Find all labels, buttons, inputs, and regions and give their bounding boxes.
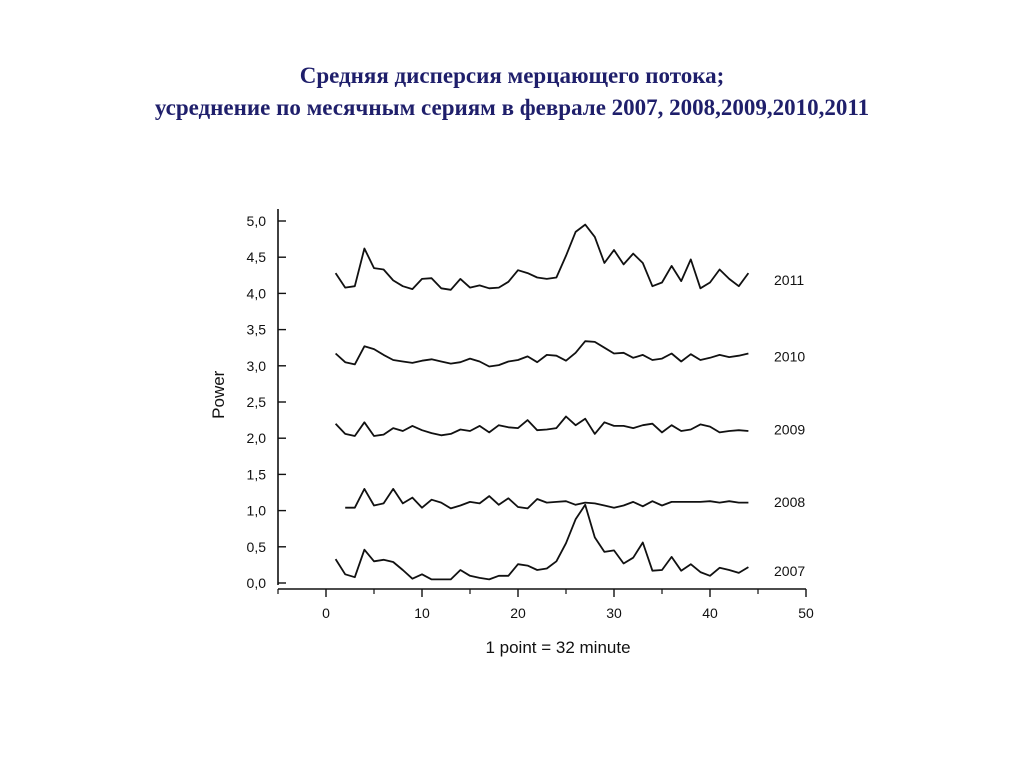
x-tick-label: 30 xyxy=(606,605,622,621)
y-tick-label: 2,5 xyxy=(246,394,266,410)
y-tick-label: 1,0 xyxy=(246,502,266,519)
y-tick-label: 2,0 xyxy=(246,430,266,447)
y-tick-label: 5,0 xyxy=(246,213,266,229)
y-tick-label: 0,5 xyxy=(246,538,266,555)
x-tick-label: 20 xyxy=(510,605,526,621)
y-axis-label: Power xyxy=(209,370,228,419)
series-label-2007: 2007 xyxy=(774,562,806,579)
title-line-2: усреднение по месячным сериям в феврале 2007, 2008,2009,2010,2011 xyxy=(154,95,870,120)
series-label-2009: 2009 xyxy=(774,421,806,438)
x-tick-label: 40 xyxy=(702,605,718,621)
y-tick-label: 4,5 xyxy=(246,249,266,266)
title-line-1: Средняя дисперсия мерцающего потока; xyxy=(299,63,725,88)
series-line-2007 xyxy=(336,505,749,580)
chart-series xyxy=(336,225,806,580)
series-label-2011: 2011 xyxy=(774,271,805,288)
y-tick-label: 4,0 xyxy=(246,285,266,302)
x-tick-label: 10 xyxy=(414,605,430,621)
y-tick-label: 3,5 xyxy=(246,321,266,338)
y-tick-label: 1,5 xyxy=(246,466,266,483)
series-label-2008: 2008 xyxy=(774,494,806,511)
y-tick-label: 3,0 xyxy=(246,357,266,374)
x-axis-label: 1 point = 32 minute xyxy=(485,638,631,657)
series-label-2010: 2010 xyxy=(774,348,806,365)
series-line-2008 xyxy=(345,489,748,509)
x-tick-label: 0 xyxy=(322,605,330,621)
series-line-2009 xyxy=(336,417,749,437)
y-tick-label: 0,0 xyxy=(246,575,266,591)
series-line-2011 xyxy=(336,225,749,290)
chart-axes xyxy=(247,209,814,621)
series-line-2010 xyxy=(336,341,749,366)
x-tick-label: 50 xyxy=(798,605,814,621)
